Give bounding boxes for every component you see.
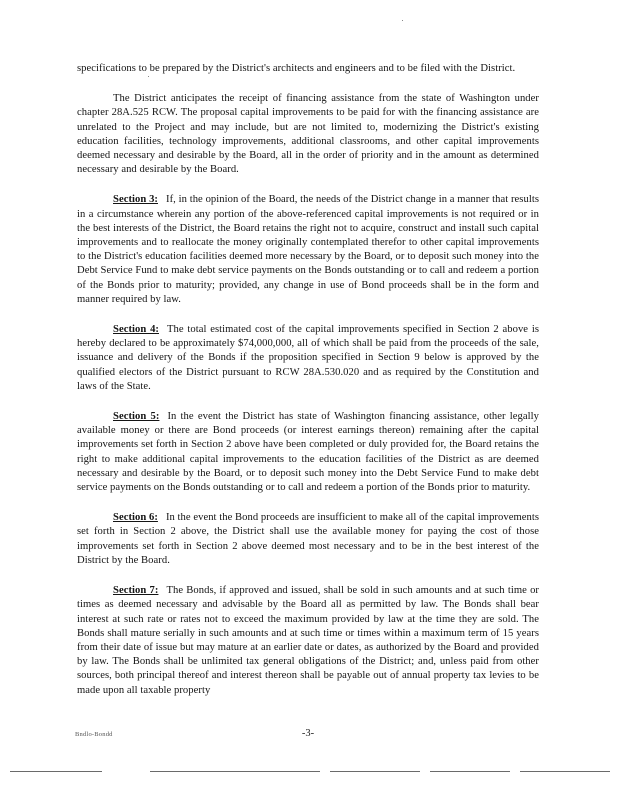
paragraph-text: The District anticipates the receipt of financing assistance from the state of Washington under chapter 28A.525 RCW. The proposal capital improvements to be paid for with the financing assistance are unrelated to the Project and may include, but are not limited to, modernizing the District's existing education facilities, technology improvements, additional classrooms, and other capital improvements deemed necessary and desirable by the Board, all in the order of priority and in the amount as determined necessary and desirable by the Board. [77,93,539,176]
paragraph-section-3 [77,193,539,307]
document-body [77,62,539,714]
section-5-heading: Section 5: [113,411,160,423]
scan-artifact-line [520,771,610,772]
paragraph-continuation [77,62,539,76]
paragraph-section-6 [77,511,539,568]
paragraph-text: specifications to be prepared by the District's architects and engineers and to be filed with the District. [77,63,516,74]
paragraph-financing-assistance [77,92,539,177]
scan-artifact-line [330,771,420,772]
footer-document-code: Bndlo-Bondd [75,731,113,738]
paragraph-text: In the event the Bond proceeds are insufficient to make all of the capital improvements set forth in Section 2 above, the District shall use the available money for paying the cost of those improvements set forth in Section 2 above deemed most necessary and to be in the best interest of the District by the Board. [77,512,539,566]
paragraph-text: The Bonds, if approved and issued, shall be sold in such amounts and at such time or times as deemed necessary and advisable by the Board all as permitted by law. The Bonds shall bear interest at such rate or rates not to exceed the maximum provided by law at the time they are sold. The Bonds shall mature serially in such amounts and at such time or times within a maximum term of 15 years from their date of issue but may mature at an earlier date or dates, as authorized by the Board and provided by law. The Bonds shall be unlimited tax general obligations of the District; and, unless paid from other sources, both principal thereof and interest thereon shall be payable out of annual property tax levies to be made upon all taxable property [77,585,539,696]
paragraph-section-5 [77,410,539,495]
paragraph-text: The total estimated cost of the capital improvements specified in Section 2 above is hereby declared to be approximately $74,000,000, all of which shall be paid from the proceeds of the sale, issuance and delivery of the Bonds if the proposition specified in Section 9 below is approved by the qualified electors of the District pursuant to RCW 28A.530.020 and as required by the Constitution and laws of the State. [77,324,539,392]
paragraph-text: If, in the opinion of the Board, the needs of the District change in a manner that results in a circumstance wherein any portion of the above-referenced capital improvements is not required or in the best interests of the District, the Board retains the right not to acquire, construct and install such capital improvements and to reallocate the money originally contemplated therefor to other capital improvements to the District's education facilities deemed more necessary by the Board, or to deposit such money into the Debt Service Fund to make debt service payments on the Bonds outstanding or to call and redeem a portion of the Bonds prior to maturity; provided, any change in use of Bond proceeds shall be in the form and manner required by law. [77,194,539,305]
scan-artifact-line [430,771,510,772]
scan-artifact-line [10,771,102,772]
scan-speck [402,20,403,21]
page-number: -3- [301,728,315,739]
paragraph-section-4 [77,323,539,394]
scan-artifact-line [150,771,320,772]
section-4-heading: Section 4: [113,324,159,336]
section-3-heading: Section 3: [113,194,158,206]
paragraph-text: In the event the District has state of Washington financing assistance, other legally available money or there are Bond proceeds (or interest earnings thereon) remaining after the capital improvements set forth in Section 2 above have been completed or duly provided for, the Board retains the right to make additional capital improvements to the education facilities of the District as are deemed necessary and desirable by the Board, or to deposit such money into the Debt Service Fund to make debt service payments on the Bonds outstanding or to call and redeem a portion of the Bonds prior to maturity. [77,411,539,494]
scan-speck [148,76,149,77]
section-7-heading: Section 7: [113,585,159,597]
section-6-heading: Section 6: [113,512,158,524]
paragraph-section-7 [77,584,539,698]
